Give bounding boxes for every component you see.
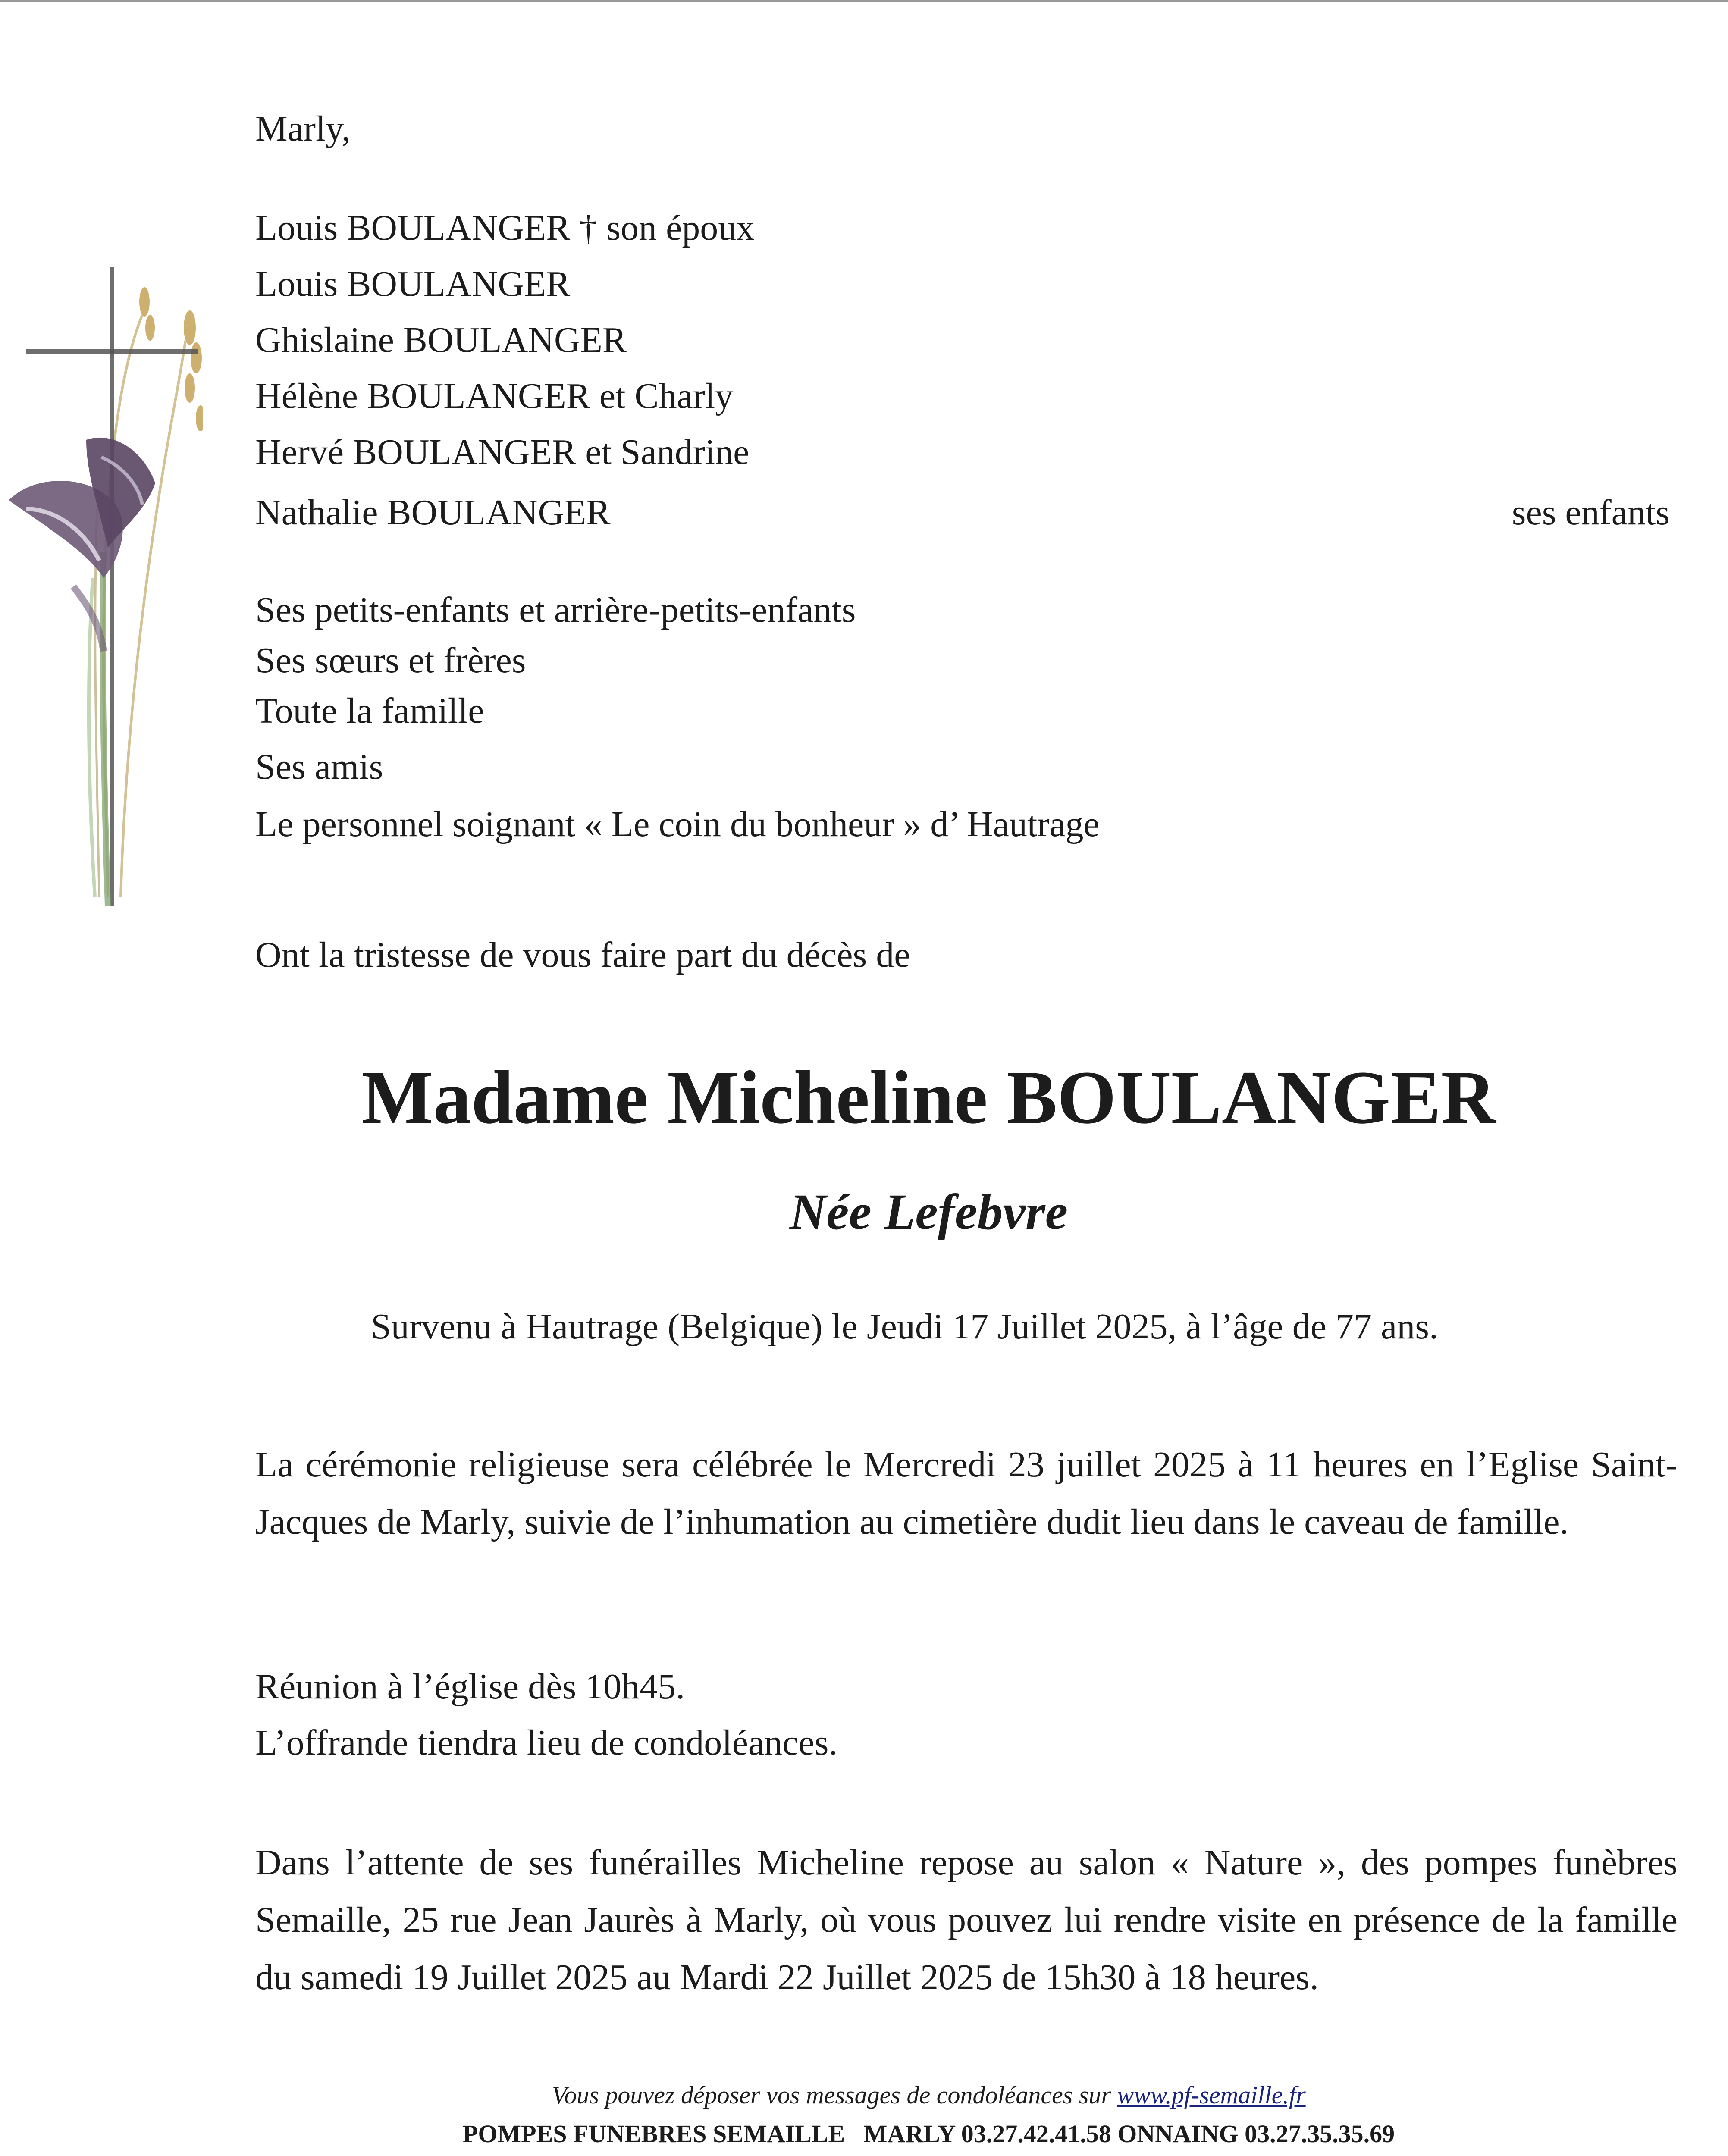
top-rule bbox=[0, 0, 1728, 2]
child-line: Louis BOULANGER bbox=[255, 264, 571, 304]
announcement: Ont la tristesse de vous faire part du décès de bbox=[255, 935, 910, 975]
relative-line: Toute la famille bbox=[255, 691, 484, 731]
death-info: Survenu à Hautrage (Belgique) le Jeudi 17 Juillet 2025, à l’âge de 77 ans. bbox=[371, 1307, 1438, 1347]
ceremony-paragraph: La cérémonie religieuse sera célébrée le Mercredi 23 juillet 2025 à 11 heures en l’Eglise Saint-Jacques de Marly, suivie de l’inhumation au cimetière dudit lieu dans le caveau de famille. bbox=[255, 1445, 1678, 1542]
child-line: Ghislaine BOULANGER bbox=[255, 320, 627, 360]
children-label: ses enfants bbox=[1512, 492, 1670, 533]
website-link[interactable]: www.pf-semaille.fr bbox=[1117, 2081, 1306, 2109]
child-line: Hervé BOULANGER et Sandrine bbox=[255, 432, 750, 472]
child-line: Hélène BOULANGER et Charly bbox=[255, 376, 734, 416]
marly-phone: MARLY 03.27.42.41.58 bbox=[863, 2120, 1111, 2148]
child-line: Nathalie BOULANGER bbox=[255, 492, 611, 533]
offering-line: L’offrande tiendra lieu de condoléances. bbox=[255, 1723, 838, 1763]
relative-line: Ses petits-enfants et arrière-petits-enfants bbox=[255, 590, 856, 630]
deceased-name: Madame Micheline BOULANGER bbox=[361, 1056, 1496, 1140]
meeting-line: Réunion à l’église dès 10h45. bbox=[255, 1667, 685, 1707]
visitation-paragraph: Dans l’attente de ses funérailles Micheline repose au salon « Nature », des pompes funèbres Semaille, 25 rue Jean Jaurès à Marly, où vous pouvez lui rendre visite en présence de la famille du samedi 19 Juillet 2025 au Mardi 22 Juillet 2025 de 15h30 à 18 heures. bbox=[255, 1843, 1678, 1997]
funeral-home-name: POMPES FUNEBRES SEMAILLE bbox=[462, 2120, 845, 2148]
cross-with-lily-icon bbox=[0, 250, 203, 923]
condolences-text: Vous pouvez déposer vos messages de condoléances sur bbox=[552, 2081, 1111, 2109]
funeral-home-footer bbox=[0, 2122, 1728, 2147]
onnaing-phone: ONNAING 03.27.35.35.69 bbox=[1117, 2120, 1395, 2148]
relative-line: Ses sœurs et frères bbox=[255, 640, 526, 680]
location: Marly, bbox=[255, 109, 351, 149]
maiden-name: Née Lefebvre bbox=[789, 1184, 1068, 1240]
condolences-footer bbox=[0, 2083, 1728, 2108]
child-line: Louis BOULANGER † son époux bbox=[255, 208, 755, 248]
relative-line: Le personnel soignant « Le coin du bonheur » d’ Hautrage bbox=[255, 804, 1100, 844]
relative-line: Ses amis bbox=[255, 747, 383, 787]
